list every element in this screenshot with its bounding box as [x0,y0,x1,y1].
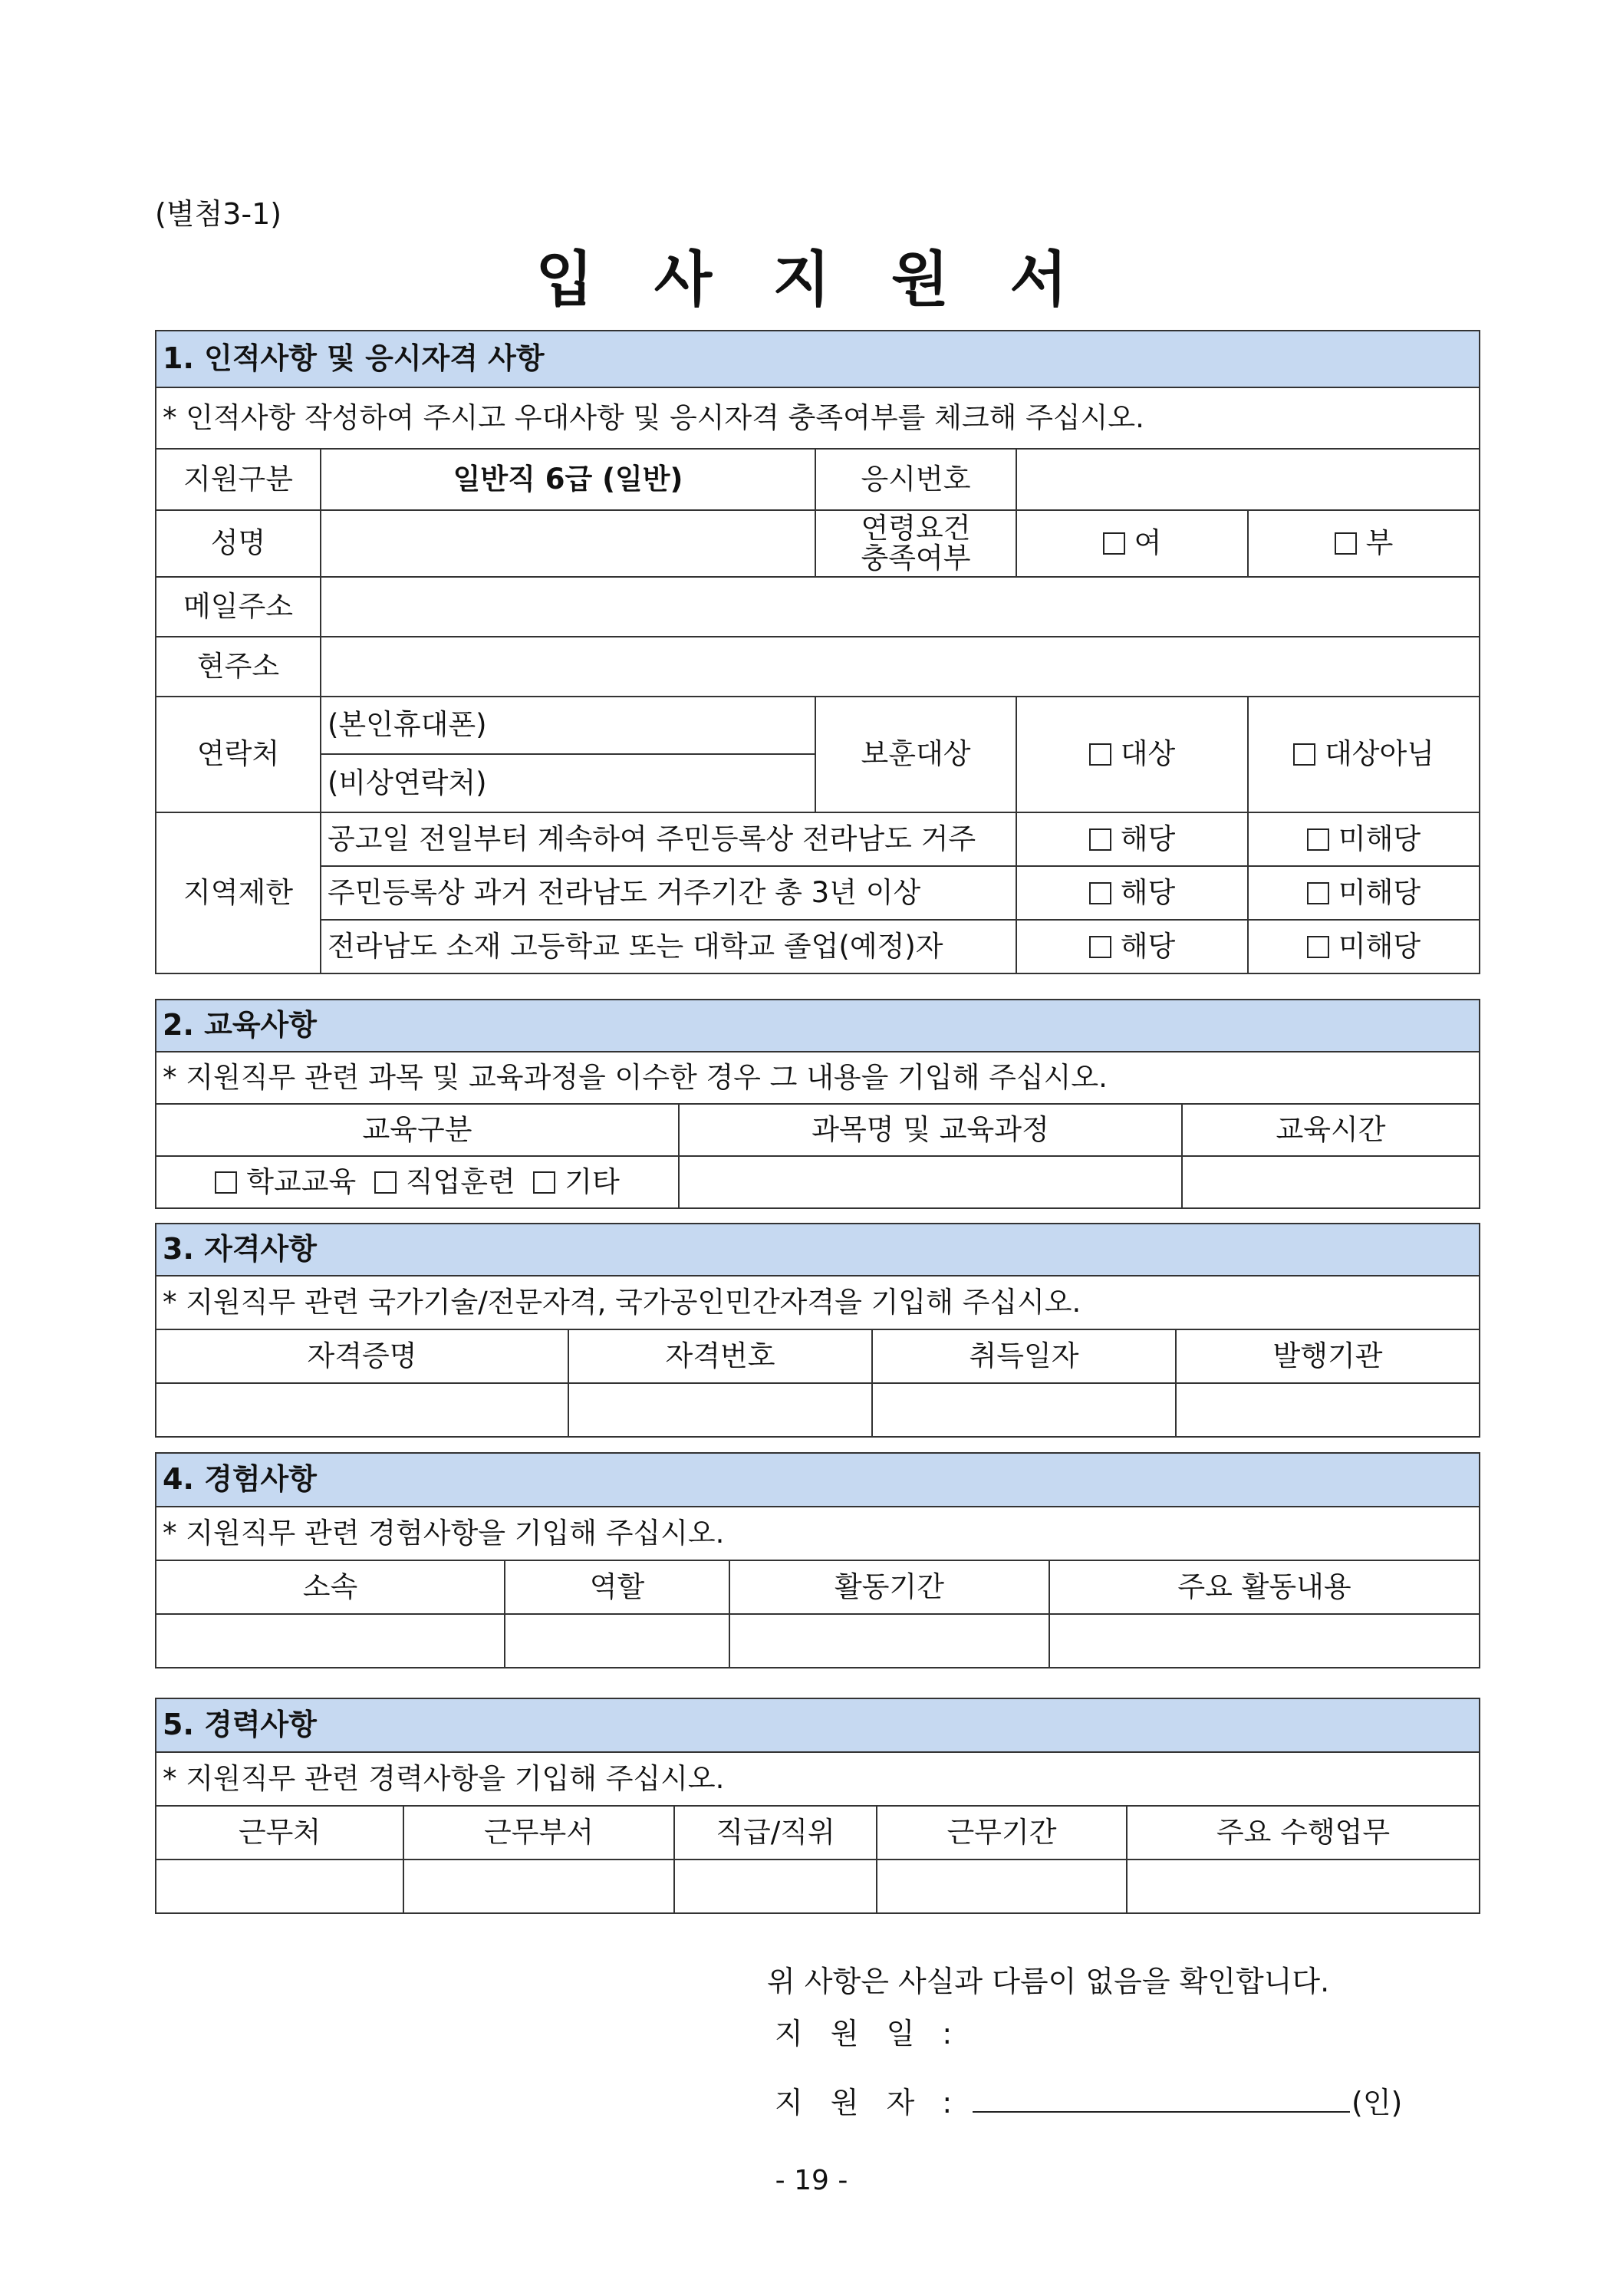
main-duties-field[interactable] [1127,1860,1480,1913]
column-header: 활동기간 [729,1560,1049,1614]
department-field[interactable] [403,1860,674,1913]
age-requirement-label-line1: 연령요건 [861,511,971,545]
region-not-applies[interactable] [1248,866,1480,920]
option-school[interactable] [215,1164,357,1198]
education-section [155,999,1480,1209]
seal-label: (인) [1351,2086,1403,2120]
mobile-field[interactable]: (본인휴대폰) [321,697,815,754]
age-requirement-yes[interactable] [1016,510,1248,577]
confirmation-statement: 위 사항은 사실과 다름이 없음을 확인합니다. [767,1965,1330,1998]
address-field[interactable] [321,637,1480,697]
career-section [155,1698,1480,1914]
not-applies-label: 미해당 [1338,822,1421,855]
checkbox-icon[interactable] [215,1171,237,1194]
age-requirement-no[interactable] [1248,510,1480,577]
address-label: 현주소 [156,637,321,697]
checkbox-icon[interactable] [1089,882,1111,904]
option-label: 학교교육 [246,1164,357,1198]
region-applies[interactable] [1016,920,1248,973]
region-applies[interactable] [1016,866,1248,920]
column-header: 교육구분 [156,1104,679,1156]
checkbox-icon[interactable] [1307,828,1329,851]
education-type-options [156,1156,679,1208]
veteran-no-label: 대상아님 [1325,737,1434,771]
name-field[interactable] [321,510,815,577]
contact-label: 연락처 [156,697,321,812]
veteran-label: 보훈대상 [815,697,1016,812]
section2-title: 2. 교육사항 [156,1000,1480,1052]
section1-title: 1. 인적사항 및 응시자격 사항 [156,331,1480,387]
checkbox-icon[interactable] [1103,532,1125,555]
work-period-field[interactable] [877,1860,1127,1913]
apply-type-value: 일반직 6급 (일반) [321,449,815,510]
option-label: 직업훈련 [405,1164,515,1198]
column-header: 주요 수행업무 [1127,1806,1480,1860]
section4-note: * 지원직무 관련 경험사항을 기입해 주십시오. [156,1507,1480,1560]
apply-type-label: 지원구분 [156,449,321,510]
position-field[interactable] [674,1860,877,1913]
course-name-field[interactable] [679,1156,1182,1208]
form-title: 입 사 지 원 서 [535,245,1088,315]
age-requirement-label-line2: 충족여부 [861,541,971,575]
column-header: 자격증명 [156,1329,568,1383]
page-number: - 19 - [775,2165,848,2196]
section5-title: 5. 경력사항 [156,1698,1480,1752]
checkbox-icon[interactable] [374,1171,397,1194]
option-label: 기타 [565,1164,620,1198]
checkbox-icon[interactable] [1089,936,1111,958]
section3-title: 3. 자격사항 [156,1224,1480,1276]
section4-title: 4. 경험사항 [156,1453,1480,1507]
section3-note: * 지원직무 관련 국가기술/전문자격, 국가공인민간자격을 기입해 주십시오. [156,1276,1480,1329]
role-field[interactable] [505,1614,729,1668]
region-applies[interactable] [1016,812,1248,866]
acquisition-date-field[interactable] [872,1383,1176,1437]
option-other[interactable] [533,1164,620,1198]
email-field[interactable] [321,577,1480,637]
column-header: 소속 [156,1560,505,1614]
activity-details-field[interactable] [1049,1614,1480,1668]
activity-period-field[interactable] [729,1614,1049,1668]
region-item: 주민등록상 과거 전라남도 거주기간 총 3년 이상 [321,866,1016,920]
checkbox-icon[interactable] [1089,743,1111,766]
affiliation-field[interactable] [156,1614,505,1668]
education-hours-field[interactable] [1182,1156,1480,1208]
apply-date-field[interactable] [973,2006,1402,2048]
certificate-name-field[interactable] [156,1383,568,1437]
exam-number-label: 응시번호 [815,449,1016,510]
section1-note: * 인적사항 작성하여 주시고 우대사항 및 응시자격 충족여부를 체크해 주십시오. [156,387,1480,449]
email-label: 메일주소 [156,577,321,637]
veteran-no[interactable] [1248,697,1480,812]
checkbox-icon[interactable] [1307,882,1329,904]
region-not-applies[interactable] [1248,920,1480,973]
experience-section [155,1452,1480,1668]
column-header: 근무처 [156,1806,403,1860]
personal-info-section [155,330,1480,974]
qualification-section [155,1223,1480,1438]
issuer-field[interactable] [1176,1383,1480,1437]
checkbox-icon[interactable] [1089,828,1111,851]
column-header: 직급/직위 [674,1806,877,1860]
applicant-label: 지 원 자 : [775,2086,962,2120]
no-label: 부 [1365,526,1394,560]
column-header: 자격번호 [568,1329,872,1383]
checkbox-icon[interactable] [1293,743,1315,766]
attachment-label: (별첨3-1) [155,197,282,231]
column-header: 취득일자 [872,1329,1176,1383]
region-item: 전라남도 소재 고등학교 또는 대학교 졸업(예정)자 [321,920,1016,973]
checkbox-icon[interactable] [1307,936,1329,958]
applies-label: 해당 [1120,875,1176,909]
column-header: 근무부서 [403,1806,674,1860]
region-item: 공고일 전일부터 계속하여 주민등록상 전라남도 거주 [321,812,1016,866]
region-not-applies[interactable] [1248,812,1480,866]
region-restriction-label: 지역제한 [156,812,321,973]
option-vocational[interactable] [374,1164,515,1198]
veteran-yes-label: 대상 [1120,737,1176,771]
workplace-field[interactable] [156,1860,403,1913]
checkbox-icon[interactable] [533,1171,555,1194]
applies-label: 해당 [1120,822,1176,855]
section5-note: * 지원직무 관련 경력사항을 기입해 주십시오. [156,1752,1480,1806]
not-applies-label: 미해당 [1338,929,1421,963]
column-header: 주요 활동내용 [1049,1560,1480,1614]
exam-number-field[interactable] [1016,449,1480,510]
section2-note: * 지원직무 관련 과목 및 교육과정을 이수한 경우 그 내용을 기입해 주십시오. [156,1052,1480,1104]
veteran-yes[interactable] [1016,697,1248,812]
emergency-contact-field[interactable]: (비상연락처) [321,754,815,812]
name-label: 성명 [156,510,321,577]
age-requirement-label [815,510,1016,577]
column-header: 근무기간 [877,1806,1127,1860]
column-header: 발행기관 [1176,1329,1480,1383]
certificate-number-field[interactable] [568,1383,872,1437]
column-header: 역할 [505,1560,729,1614]
column-header: 과목명 및 교육과정 [679,1104,1182,1156]
apply-date-label: 지 원 일 : [775,2017,962,2051]
yes-label: 여 [1134,526,1162,560]
applies-label: 해당 [1120,929,1176,963]
not-applies-label: 미해당 [1338,875,1421,909]
column-header: 교육시간 [1182,1104,1480,1156]
checkbox-icon[interactable] [1335,532,1357,555]
signature-line[interactable] [973,2111,1350,2113]
